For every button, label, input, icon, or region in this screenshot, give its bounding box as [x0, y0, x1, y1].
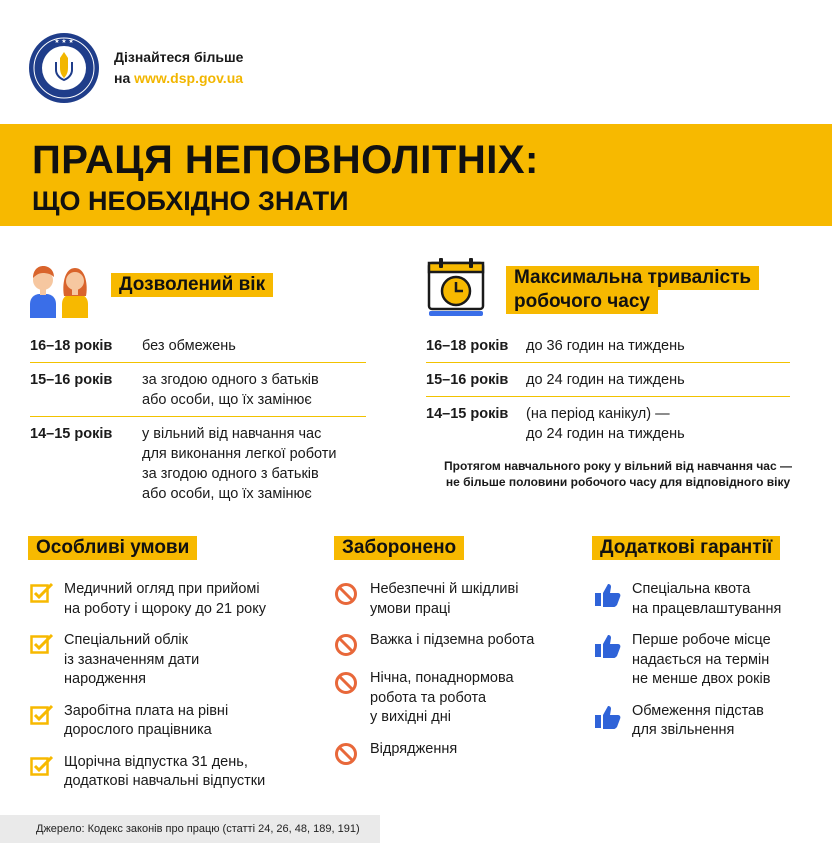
list-item: Важка і підземна робота	[334, 631, 574, 657]
header-line1: Дізнайтеся більше	[114, 49, 244, 65]
prohibited-icon	[334, 742, 358, 766]
hours-section-label: Максимальна тривалість робочого часу	[506, 266, 759, 314]
header-line2: на www.dsp.gov.ua	[114, 70, 244, 86]
prohibited-icon	[334, 582, 358, 606]
forbidden-list	[334, 580, 574, 778]
age-table	[30, 336, 366, 517]
calendar-clock-icon	[426, 256, 488, 318]
desc-cell: за згодою одного з батьків або особи, що їх замінює	[142, 372, 319, 408]
source-footer: Джерело: Кодекс законів про працю (статті 24, 26, 48, 189, 191)	[0, 815, 380, 843]
table-row	[426, 336, 790, 363]
prohibited-icon	[334, 671, 358, 695]
list-item: Відрядження	[334, 740, 574, 766]
thumbs-up-icon	[594, 704, 622, 730]
list-item: Небезпечні й шкідливі умови праці	[334, 580, 574, 619]
list-item: Медичний огляд при прийомі на роботу і щороку до 21 року	[30, 580, 320, 619]
desc-cell: до 36 годин на тиждень	[526, 338, 685, 354]
table-row	[30, 370, 366, 417]
state-service-seal-icon	[28, 32, 100, 104]
special-section-label: Особливі умови	[28, 536, 197, 560]
prohibited-icon	[334, 633, 358, 657]
list-item: Щорічна відпустка 31 день, додаткові навчальні відпустки	[30, 753, 320, 792]
table-row	[426, 404, 790, 450]
age-cell: 14–15 років	[30, 426, 113, 442]
age-section-label: Дозволений вік	[111, 273, 273, 297]
website-link[interactable]: www.dsp.gov.ua	[134, 70, 244, 86]
header-text	[114, 47, 243, 89]
desc-cell: у вільний від навчання час для виконання легкої роботи за згодою одного з батьків або особи, що їх замінює	[142, 426, 337, 502]
checkbox-check-icon	[30, 633, 54, 655]
school-year-note: Протягом навчального року у вільний від навчання час — не більше половини робочого часу для відповідного віку	[443, 459, 792, 489]
list-item: Заробітна плата на рівні дорослого працівника	[30, 702, 320, 741]
list-item: Спеціальна квота на працевлаштування	[594, 580, 820, 619]
desc-cell: (на період канікул) — до 24 годин на тиждень	[526, 406, 685, 442]
age-cell: 16–18 років	[426, 338, 509, 354]
header	[28, 28, 243, 108]
checkbox-check-icon	[30, 755, 54, 777]
thumbs-up-icon	[594, 633, 622, 659]
page-title: ПРАЦЯ НЕПОВНОЛІТНІХ:	[32, 138, 539, 182]
desc-cell: до 24 годин на тиждень	[526, 372, 685, 388]
age-cell: 15–16 років	[30, 372, 113, 388]
table-row	[30, 424, 366, 510]
desc-cell: без обмежень	[142, 338, 236, 354]
hours-table	[426, 336, 790, 457]
checkbox-check-icon	[30, 582, 54, 604]
table-row	[30, 336, 366, 363]
list-item: Обмеження підстав для звільнення	[594, 702, 820, 741]
age-cell: 14–15 років	[426, 406, 509, 422]
forbidden-section-label: Заборонено	[334, 536, 464, 560]
list-item: Перше робоче місце надається на термін не менше двох років	[594, 631, 820, 690]
guarantees-list	[594, 580, 820, 753]
age-cell: 16–18 років	[30, 338, 113, 354]
checkbox-check-icon	[30, 704, 54, 726]
table-row	[426, 370, 790, 397]
svg-text:★ ★ ★: ★ ★ ★	[54, 39, 74, 45]
list-item: Нічна, понаднормова робота та робота у вихідні дні	[334, 669, 574, 728]
thumbs-up-icon	[594, 582, 622, 608]
special-list	[30, 580, 320, 804]
title-banner	[0, 124, 832, 226]
age-cell: 15–16 років	[426, 372, 509, 388]
list-item: Спеціальний облік із зазначенням дати народження	[30, 631, 320, 690]
page-subtitle: ЩО НЕОБХІДНО ЗНАТИ	[32, 186, 349, 216]
guarantees-section-label: Додаткові гарантії	[592, 536, 780, 560]
teenagers-icon	[28, 256, 92, 318]
